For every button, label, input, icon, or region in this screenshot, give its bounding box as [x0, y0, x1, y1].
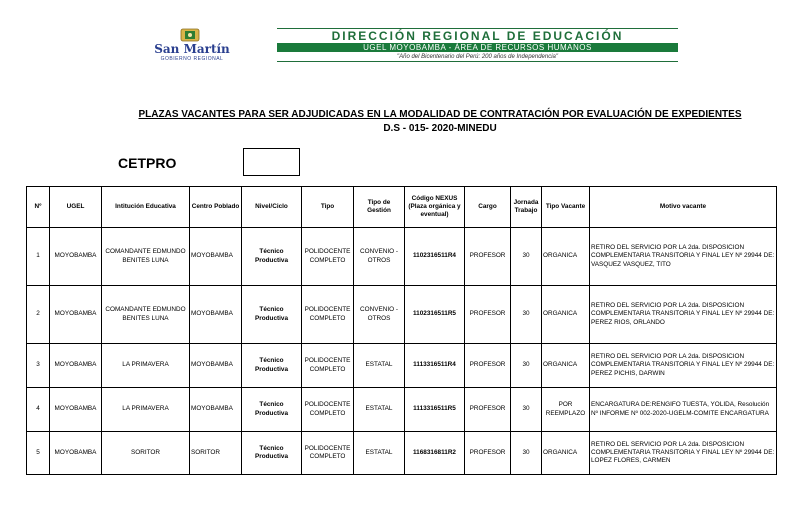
- cell-nexus-code: 1113316511R4: [405, 344, 465, 388]
- header-cell-nexus-code: Código NEXUS (Plaza orgánica y eventual): [405, 187, 465, 228]
- cell-number: 2: [27, 286, 50, 344]
- banner-note: "Año del Bicentenario del Perú: 200 años de Independencia": [277, 53, 678, 62]
- document-subtitle: D.S - 015- 2020-MINEDU: [383, 123, 497, 134]
- cell-number: 4: [27, 388, 50, 432]
- cell-reason: RETIRO DEL SERVICIO POR LA 2da. DISPOSICION COMPLEMENTARIA TRANSITORIA Y FINAL LEY Nº 29944 DE: PEREZ PICHIS, DARWIN: [590, 344, 777, 388]
- cell-ugel: MOYOBAMBA: [50, 388, 102, 432]
- cell-management: CONVENIO - OTROS: [354, 228, 405, 286]
- cell-vacancy-type: ORGANICA: [542, 432, 590, 475]
- cell-town: MOYOBAMBA: [190, 388, 242, 432]
- cell-position: PROFESOR: [465, 344, 511, 388]
- cell-institution: COMANDANTE EDMUNDO BENITES LUNA: [102, 286, 190, 344]
- cell-workday: 30: [511, 344, 542, 388]
- table-row: [27, 388, 777, 432]
- cell-town: MOYOBAMBA: [190, 344, 242, 388]
- cell-town: MOYOBAMBA: [190, 228, 242, 286]
- header-cell-ugel: UGEL: [50, 187, 102, 228]
- table-row: [27, 432, 777, 475]
- banner-title: DIRECCIÓN REGIONAL DE EDUCACIÓN: [277, 28, 678, 43]
- cell-vacancy-type: ORGANICA: [542, 344, 590, 388]
- cell-position: PROFESOR: [465, 228, 511, 286]
- document-title: PLAZAS VACANTES PARA SER ADJUDICADAS EN LA MODALIDAD DE CONTRATACIÓN POR EVALUACIÓN DE EXPEDIENTES: [138, 109, 742, 120]
- cell-reason: RETIRO DEL SERVICIO POR LA 2da. DISPOSICION COMPLEMENTARIA TRANSITORIA Y FINAL LEY Nº 29944 DE: LOPEZ FLORES, CARMEN: [590, 432, 777, 475]
- cell-ugel: MOYOBAMBA: [50, 344, 102, 388]
- cell-nexus-code: 1168316811R2: [405, 432, 465, 475]
- cell-level: Técnico Productiva: [242, 432, 302, 475]
- cell-type: POLIDOCENTE COMPLETO: [302, 286, 354, 344]
- cell-management: ESTATAL: [354, 432, 405, 475]
- cell-town: MOYOBAMBA: [190, 286, 242, 344]
- cell-ugel: MOYOBAMBA: [50, 286, 102, 344]
- cell-nexus-code: 1102316511R5: [405, 286, 465, 344]
- header-cell-position: Cargo: [465, 187, 511, 228]
- header-cell-number: Nº: [27, 187, 50, 228]
- cell-position: PROFESOR: [465, 286, 511, 344]
- header-cell-level: Nivel/Ciclo: [242, 187, 302, 228]
- cell-position: PROFESOR: [465, 432, 511, 475]
- table-header-row: [27, 187, 777, 228]
- header-cell-institution: Intitución Educativa: [102, 187, 190, 228]
- cell-number: 3: [27, 344, 50, 388]
- cell-institution: SORITOR: [102, 432, 190, 475]
- cell-management: ESTATAL: [354, 344, 405, 388]
- cell-level: Técnico Productiva: [242, 286, 302, 344]
- cell-number: 1: [27, 228, 50, 286]
- cell-vacancy-type: ORGANICA: [542, 286, 590, 344]
- cell-type: POLIDOCENTE COMPLETO: [302, 228, 354, 286]
- header-cell-type: Tipo: [302, 187, 354, 228]
- cell-vacancy-type: ORGANICA: [542, 228, 590, 286]
- san-martin-logo: [122, 28, 262, 62]
- cell-type: POLIDOCENTE COMPLETO: [302, 388, 354, 432]
- cell-number: 5: [27, 432, 50, 475]
- cell-type: POLIDOCENTE COMPLETO: [302, 344, 354, 388]
- cell-reason: RETIRO DEL SERVICIO POR LA 2da. DISPOSICION COMPLEMENTARIA TRANSITORIA Y FINAL LEY Nº 29944 DE: PEREZ RIOS, ORLANDO: [590, 286, 777, 344]
- cell-level: Técnico Productiva: [242, 228, 302, 286]
- header-cell-workday: Jornada Trabajo: [511, 187, 542, 228]
- cell-management: ESTATAL: [354, 388, 405, 432]
- cell-institution: LA PRIMAVERA: [102, 344, 190, 388]
- cell-ugel: MOYOBAMBA: [50, 228, 102, 286]
- cell-management: CONVENIO - OTROS: [354, 286, 405, 344]
- cell-nexus-code: 1102316511R4: [405, 228, 465, 286]
- table-row: [27, 286, 777, 344]
- table-row: [27, 344, 777, 388]
- cell-town: SORITOR: [190, 432, 242, 475]
- logo-text: San Martín: [154, 42, 230, 56]
- header-banner: [277, 28, 678, 61]
- logo-subtext: GOBIERNO REGIONAL: [160, 56, 224, 62]
- vacancies-table: [26, 186, 777, 475]
- cell-vacancy-type: POR REEMPLAZO: [542, 388, 590, 432]
- header-cell-reason: Motivo vacante: [590, 187, 777, 228]
- cetpro-field: [243, 148, 300, 176]
- cell-workday: 30: [511, 286, 542, 344]
- cell-reason: RETIRO DEL SERVICIO POR LA 2da. DISPOSICION COMPLEMENTARIA TRANSITORIA Y FINAL LEY Nº 29944 DE: VASQUEZ VASQUEZ, TITO: [590, 228, 777, 286]
- cell-type: POLIDOCENTE COMPLETO: [302, 432, 354, 475]
- banner-subtitle: UGEL MOYOBAMBA - ÁREA DE RECURSOS HUMANOS: [277, 43, 678, 52]
- cell-workday: 30: [511, 228, 542, 286]
- cell-institution: COMANDANTE EDMUNDO BENITES LUNA: [102, 228, 190, 286]
- emblem-icon: [179, 28, 201, 42]
- cell-workday: 30: [511, 432, 542, 475]
- cell-institution: LA PRIMAVERA: [102, 388, 190, 432]
- cell-ugel: MOYOBAMBA: [50, 432, 102, 475]
- cell-level: Técnico Productiva: [242, 344, 302, 388]
- header-cell-town: Centro Poblado: [190, 187, 242, 228]
- cetpro-label: CETPRO: [118, 155, 177, 171]
- cell-level: Técnico Productiva: [242, 388, 302, 432]
- cell-nexus-code: 1113316511R5: [405, 388, 465, 432]
- cell-reason: ENCARGATURA DE:RENGIFO TUESTA, YOLIDA, Resolución Nº INFORME Nº 002-2020-UGELM-COMITE ENCARGATURA: [590, 388, 777, 432]
- header-cell-management: Tipo de Gestión: [354, 187, 405, 228]
- header-cell-vacancy-type: Tipo Vacante: [542, 187, 590, 228]
- cell-workday: 30: [511, 388, 542, 432]
- cell-position: PROFESOR: [465, 388, 511, 432]
- table-row: [27, 228, 777, 286]
